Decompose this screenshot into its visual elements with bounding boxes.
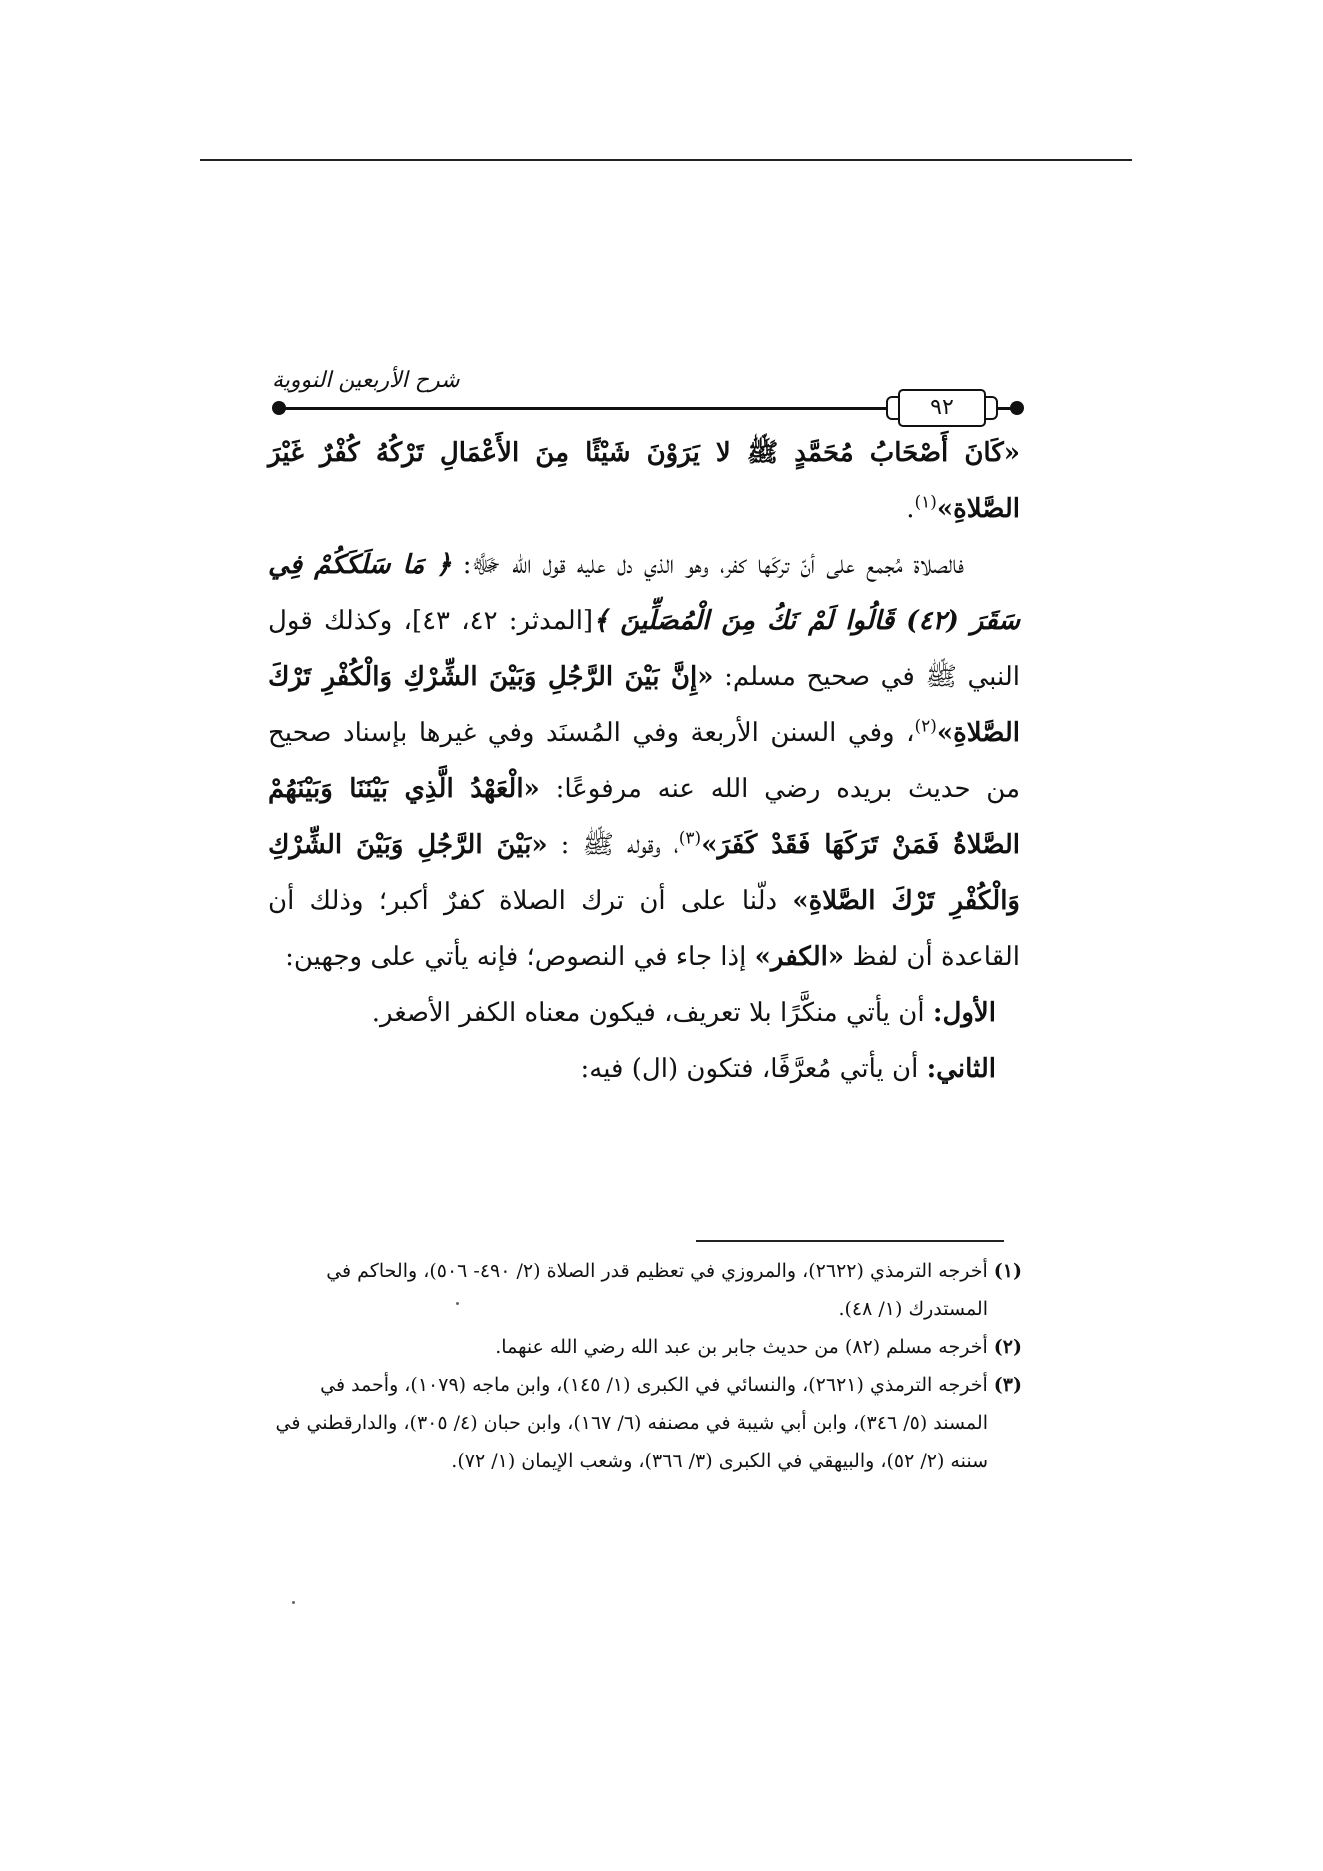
first-aspect xyxy=(268,985,1020,1041)
p2-text-e: دلّنا على أن ترك الصلاة كفرٌ أكبر؛ وذلك أن القاعدة أن لفظ xyxy=(268,886,1020,972)
paragraph-1-end: . xyxy=(906,494,915,524)
footnotes xyxy=(266,1252,1022,1480)
second-label: الثاني: xyxy=(926,1054,996,1084)
p2-text-f: إذا جاء في النصوص؛ فإنه يأتي على وجهين: xyxy=(285,942,755,972)
book-title: شرح الأربعين النووية xyxy=(272,368,460,393)
page-number-label: ٩٢ xyxy=(930,395,954,420)
footnote-ref-2: (٢) xyxy=(914,716,937,737)
main-text xyxy=(268,425,1020,1097)
scan-speck xyxy=(456,1302,459,1305)
footnote-3-cont-1: المسند (٥/ ٣٤٦)، وابن أبي شيبة في مصنفه (٦/ ١٦٧)، وابن حبان (٤/ ٣٠٥)، والدارقطني في xyxy=(275,1412,988,1434)
footnote-1-cont: المستدرك (١/ ٤٨). xyxy=(838,1298,988,1320)
p2-text-c: ، وفي السنن الأربعة وفي المُسنَد وفي غيرها بإسناد صحيح من حديث بريده رضي الله عنه مرفوعًا: xyxy=(268,718,1020,804)
footnote-3 xyxy=(266,1366,1022,1404)
p2-text-d: ، وقوله ﷺ : xyxy=(547,830,679,860)
hadith-companions: «كَانَ أَصْحَابُ مُحَمَّدٍ ﷺ لا يَرَوْنَ شَيْئًا مِنَ الأَعْمَالِ تَرْكُهُ كُفْرٌ غَيْرَ الصَّلاةِ» xyxy=(268,438,1020,524)
footnote-ref-1: (١) xyxy=(914,492,937,513)
top-rule xyxy=(200,159,1132,161)
footnote-1 xyxy=(266,1252,1022,1290)
p2-text-b: [المدثر: ٤٢، ٤٣]، وكذلك قول النبي ﷺ في صحيح مسلم: xyxy=(268,606,1021,692)
footnote-rule xyxy=(696,1240,1004,1242)
footnote-3-cont-2: سننه (٢/ ٥٢)، والبيهقي في الكبرى (٣/ ٣٦٦)، وشعب الإيمان (١/ ٧٢). xyxy=(451,1450,988,1472)
header-right-dot xyxy=(1010,401,1024,415)
footnote-3-text: أخرجه الترمذي (٢٦٢١)، والنسائي في الكبرى (١/ ١٤٥)، وابن ماجه (١٠٧٩)، وأحمد في xyxy=(320,1374,994,1396)
p2-text-a: فالصلاة مُجمع على أنّ تركَها كفر، وهو الذي دل عليه قول الله ﷻ: xyxy=(451,550,964,580)
paragraph-1 xyxy=(268,425,1020,537)
footnote-ref-3: (٣) xyxy=(678,828,702,849)
hadith-covenant: «الْعَهْدُ الَّذِي بَيْنَنَا وَبَيْنَهُمْ الصَّلاةُ فَمَنْ تَرَكَهَا فَقَدْ كَفَرَ» xyxy=(268,774,1021,860)
second-text: أن يأتي مُعرَّفًا، فتكون (ال) فيه: xyxy=(580,1054,927,1084)
paragraph-2 xyxy=(268,537,1020,985)
footnote-1-number: (١) xyxy=(993,1260,1022,1282)
scan-speck xyxy=(292,1601,295,1604)
footnote-1-text: أخرجه الترمذي (٢٦٢٢)، والمروزي في تعظيم قدر الصلاة (٢/ ٤٩٠- ٥٠٦)، والحاكم في xyxy=(326,1260,994,1282)
term-kufr: «الكفر» xyxy=(754,942,845,972)
first-label: الأول: xyxy=(932,998,996,1028)
running-header xyxy=(272,368,1024,418)
page-number xyxy=(898,389,986,427)
footnote-3-number: (٣) xyxy=(993,1374,1022,1396)
footnote-2-text: أخرجه مسلم (٨٢) من حديث جابر بن عبد الله رضي الله عنهما. xyxy=(495,1336,994,1358)
header-left-dot xyxy=(272,401,286,415)
hadith-shirk: «بَيْنَ الرَّجُلِ وَبَيْنَ الشِّرْكِ وَالْكُفْرِ تَرْكَ الصَّلاةِ» xyxy=(268,830,1020,916)
footnote-2-number: (٢) xyxy=(993,1336,1022,1358)
footnote-2 xyxy=(266,1328,1022,1366)
quran-verse: ﴿ مَا سَلَكَكُمْ فِي سَقَرَ (٤٢) قَالُوا لَمْ نَكُ مِنَ الْمُصَلِّينَ ﴾ xyxy=(268,550,1021,636)
first-text: أن يأتي منكَّرًا بلا تعريف، فيكون معناه الكفر الأصغر. xyxy=(371,998,933,1028)
second-aspect xyxy=(268,1041,1020,1097)
hadith-muslim: «إِنَّ بَيْنَ الرَّجُلِ وَبَيْنَ الشِّرْكِ وَالْكُفْرِ تَرْكَ الصَّلاةِ» xyxy=(268,662,1020,748)
